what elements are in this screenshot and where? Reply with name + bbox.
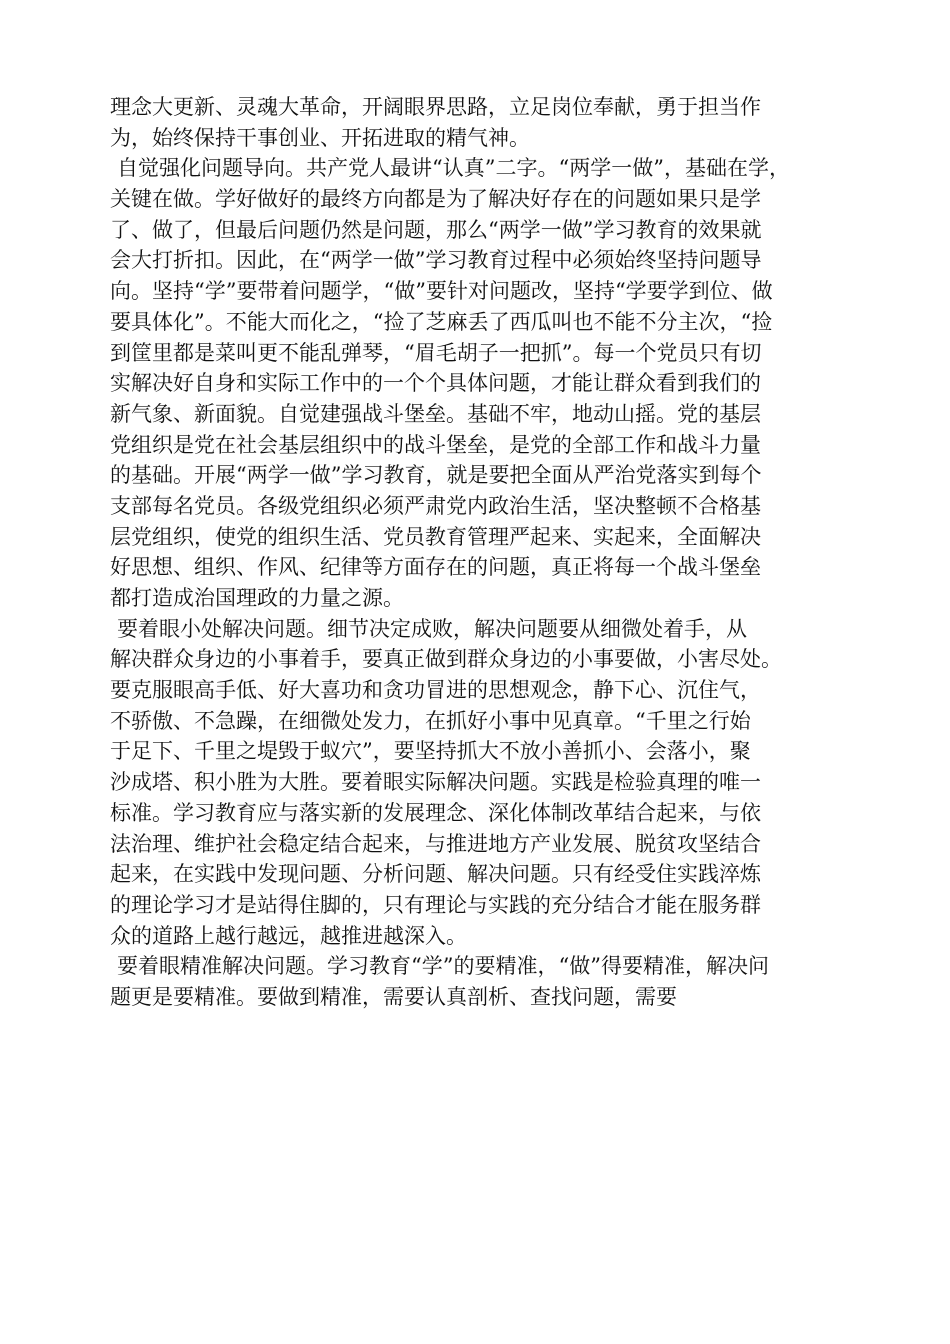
text-line: 了、做了，但最后问题仍然是问题，那么“两学一做”学习教育的效果就 [110, 217, 762, 242]
paragraph-start-line: 要着眼精准解决问题。学习教育“学”的要精准，“做”得要精准，解决问 [117, 954, 769, 979]
text-line: 要克服眼高手低、好大喜功和贪功冒进的思想观念，静下心、沉住气， [110, 678, 761, 703]
text-line: 关键在做。学好做好的最终方向都是为了解决好存在的问题如果只是学 [110, 187, 761, 212]
text-line: 理念大更新、灵魂大革命，开阔眼界思路，立足岗位奉献，勇于担当作 [110, 95, 761, 119]
text-line: 好思想、组织、作风、纪律等方面存在的问题，真正将每一个战斗堡垒 [110, 555, 761, 580]
text-line: 起来，在实践中发现问题、分析问题、解决问题。只有经受住实践淬炼 [110, 862, 761, 887]
text-line: 要具体化”。不能大而化之，“捡了芝麻丢了西瓜叫也不能不分主次，“捡 [110, 309, 773, 334]
text-line: 的理论学习才是站得住脚的，只有理论与实践的充分结合才能在服务群 [110, 892, 761, 917]
text-line: 众的道路上越行越远，越推进越深入。 [110, 923, 467, 948]
text-line: 向。坚持“学”要带着问题学，“做”要针对问题改，坚持“学要学到位、做 [110, 279, 773, 304]
text-line: 标准。学习教育应与落实新的发展理念、深化体制改革结合起来，与依 [110, 800, 761, 825]
text-line: 党组织是党在社会基层组织中的战斗堡垒，是党的全部工作和战斗力量 [110, 432, 761, 457]
text-line: 题更是要精准。要做到精准，需要认真剖析、查找问题，需要 [110, 984, 677, 1009]
text-line: 实解决好自身和实际工作中的一个个具体问题，才能让群众看到我们的 [110, 371, 761, 396]
text-line: 的基础。开展“两学一做”学习教育，就是要把全面从严治党落实到每个 [110, 463, 762, 488]
text-line: 都打造成治国理政的力量之源。 [110, 586, 404, 610]
text-line: 新气象、新面貌。自觉建强战斗堡垒。基础不牢，地动山摇。党的基层 [110, 401, 761, 426]
text-line: 于足下、千里之堤毁于蚁穴”，要坚持抓大不放小善抓小、会落小，聚 [110, 739, 751, 764]
text-line: 层党组织，使党的组织生活、党员教育管理严起来、实起来，全面解决 [110, 524, 761, 549]
text-line: 沙成塔、积小胜为大胜。要着眼实际解决问题。实践是检验真理的唯一 [110, 770, 761, 795]
body-text [110, 92, 910, 1013]
text-line: 到筐里都是菜叫更不能乱弹琴，“眉毛胡子一把抓”。每一个党员只有切 [110, 340, 762, 365]
text-line: 不骄傲、不急躁，在细微处发力，在抓好小事中见真章。“千里之行始 [110, 708, 751, 733]
text-line: 支部每名党员。各级党组织必须严肃党内政治生活，坚决整顿不合格基 [110, 493, 761, 518]
text-line: 解决群众身边的小事着手，要真正做到群众身边的小事要做，小害尽处。 [110, 647, 782, 672]
text-line: 法治理、维护社会稳定结合起来，与推进地方产业发展、脱贫攻坚结合 [110, 831, 761, 856]
paragraph-start-line: 要着眼小处解决问题。细节决定成败，解决问题要从细微处着手，从 [117, 616, 747, 641]
text-line: 会大打折扣。因此，在“两学一做”学习教育过程中必须始终坚持问题导 [110, 248, 762, 273]
paragraph-start-line: 自觉强化问题导向。共产党人最讲“认真”二字。“两学一做”，基础在学， [117, 156, 790, 181]
text-line: 为，始终保持干事创业、开拓进取的精气神。 [110, 125, 530, 150]
